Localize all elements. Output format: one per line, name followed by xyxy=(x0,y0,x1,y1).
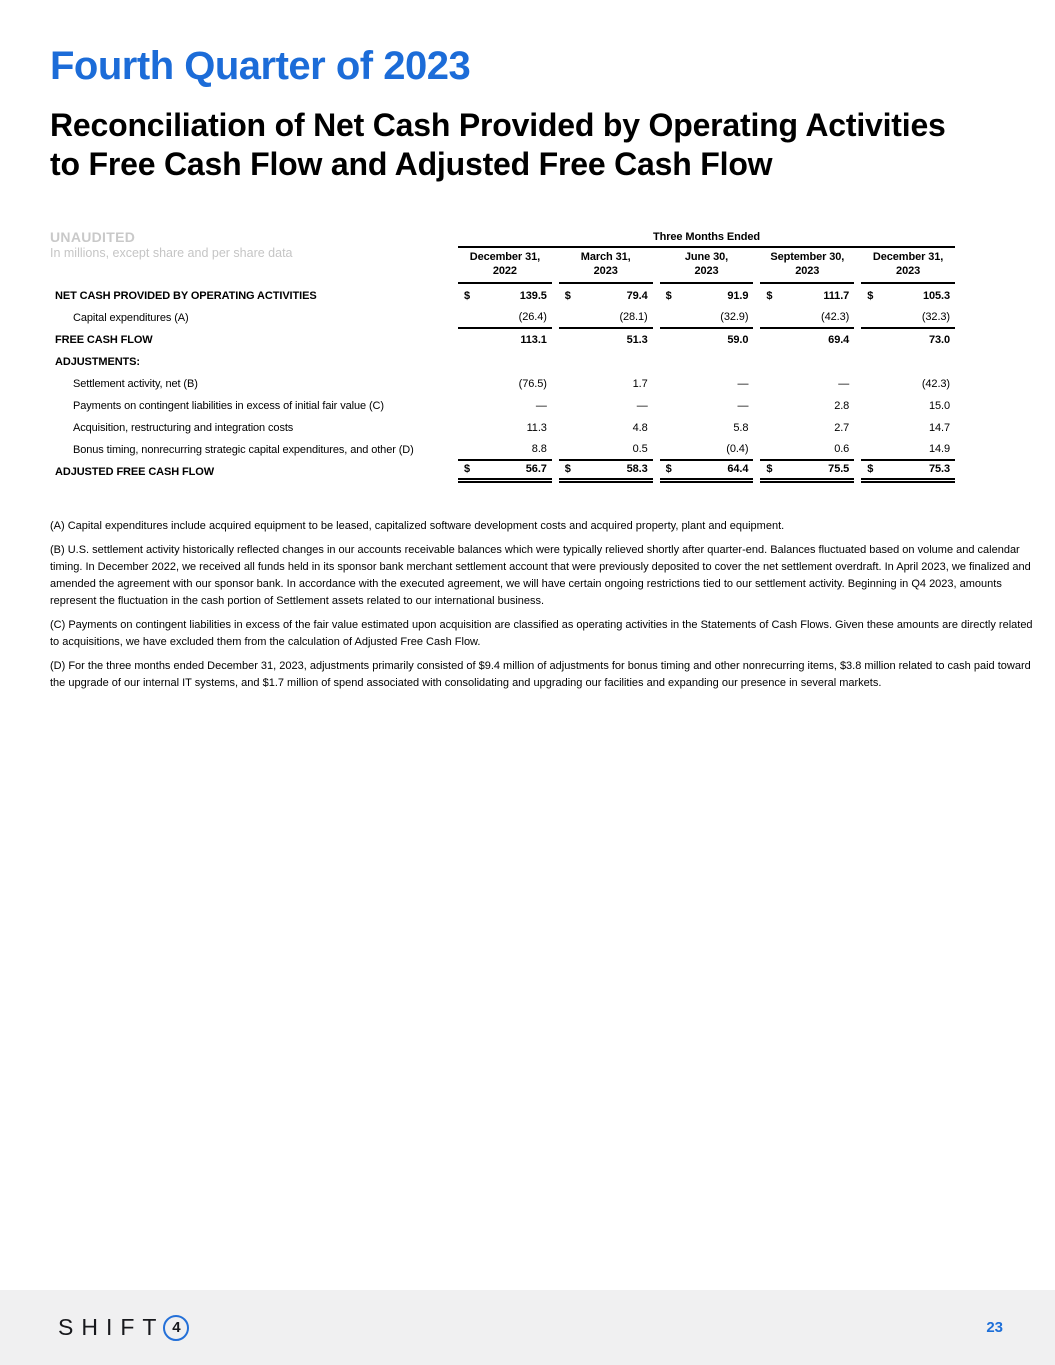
row-values xyxy=(458,373,955,395)
cell-value: 75.3 xyxy=(928,463,950,475)
dollar-sign: $ xyxy=(665,289,672,302)
cell-value: 14.9 xyxy=(928,442,950,455)
value-cell xyxy=(760,329,854,351)
value-cell xyxy=(559,439,653,461)
value-cell xyxy=(760,439,854,461)
column-headers xyxy=(458,249,955,284)
row-values xyxy=(458,461,955,483)
value-cell xyxy=(760,351,854,373)
dollar-sign: $ xyxy=(867,463,874,475)
value-cell xyxy=(861,351,955,373)
value-cell xyxy=(760,285,854,307)
value-cell xyxy=(458,461,552,483)
dollar-sign: $ xyxy=(766,463,773,475)
value-cell xyxy=(760,395,854,417)
cell-value: 111.7 xyxy=(823,289,850,302)
value-cell xyxy=(559,307,653,329)
value-cell xyxy=(861,329,955,351)
page-title: Reconciliation of Net Cash Provided by Operating Activities to Free Cash Flow and Adjusted Free Cash Flow xyxy=(50,107,946,183)
footer xyxy=(0,1290,1055,1365)
value-cell xyxy=(559,461,653,483)
row-label: Bonus timing, nonrecurring strategic capital expenditures, and other (D) xyxy=(73,443,414,456)
table-row-0 xyxy=(50,285,955,307)
value-cell xyxy=(760,461,854,483)
column-header-2: June 30, 2023 xyxy=(660,249,754,284)
cell-value: 59.0 xyxy=(727,333,749,346)
value-cell xyxy=(559,285,653,307)
dollar-sign: $ xyxy=(665,463,672,475)
cell-value: (42.3) xyxy=(921,377,950,390)
value-cell xyxy=(559,351,653,373)
logo-wordmark: SHIFT xyxy=(58,1314,165,1340)
footnote-c: (C) Payments on contingent liabilities in excess of the fair value estimated upon acquisition are classified as operating activities in the Statements of Cash Flows. Given these amounts are directly related to acquisitions, we have excluded them from the calculation of Adjusted Free Cash Flow. xyxy=(50,619,1033,649)
financial-table xyxy=(50,231,955,483)
cell-value: 1.7 xyxy=(632,377,648,390)
value-cell xyxy=(660,285,754,307)
value-cell xyxy=(458,285,552,307)
cell-value: 64.4 xyxy=(727,463,749,475)
cell-value: (42.3) xyxy=(821,310,850,323)
dollar-sign: $ xyxy=(867,289,874,302)
table-row-2 xyxy=(50,329,955,351)
value-cell xyxy=(458,395,552,417)
row-values xyxy=(458,439,955,461)
cell-value: 8.8 xyxy=(531,442,547,455)
dollar-sign: $ xyxy=(564,289,571,302)
cell-value: 56.7 xyxy=(525,463,547,475)
table-row-5 xyxy=(50,395,955,417)
cell-value: 2.8 xyxy=(834,399,850,412)
cell-value: 73.0 xyxy=(928,333,950,346)
value-cell xyxy=(458,439,552,461)
column-header-4: December 31, 2023 xyxy=(861,249,955,284)
value-cell xyxy=(660,439,754,461)
value-cell xyxy=(458,351,552,373)
cell-value: — xyxy=(737,399,749,412)
quarter-title: Fourth Quarter of 2023 xyxy=(50,44,471,88)
value-cell xyxy=(861,285,955,307)
value-cell xyxy=(458,373,552,395)
cell-value: 15.0 xyxy=(928,399,950,412)
value-cell xyxy=(458,307,552,329)
cell-value: 113.1 xyxy=(520,333,547,346)
logo-number: 4 xyxy=(172,1319,181,1336)
value-cell xyxy=(861,461,955,483)
row-values xyxy=(458,329,955,351)
cell-value: 51.3 xyxy=(626,333,648,346)
row-label: NET CASH PROVIDED BY OPERATING ACTIVITIES xyxy=(55,289,317,302)
value-cell xyxy=(760,373,854,395)
row-values xyxy=(458,351,955,373)
cell-value: (32.9) xyxy=(720,310,749,323)
value-cell xyxy=(660,373,754,395)
table-body xyxy=(50,285,955,483)
value-cell xyxy=(660,351,754,373)
value-cell xyxy=(660,395,754,417)
table-row-7 xyxy=(50,439,955,461)
value-cell xyxy=(559,395,653,417)
value-cell xyxy=(559,417,653,439)
cell-value: 14.7 xyxy=(928,421,950,434)
value-cell xyxy=(760,307,854,329)
cell-value: 2.7 xyxy=(834,421,850,434)
footnotes xyxy=(50,518,1035,699)
value-cell xyxy=(861,307,955,329)
dollar-sign: $ xyxy=(464,463,471,475)
cell-value: (0.4) xyxy=(726,442,749,455)
cell-value: 91.9 xyxy=(727,289,749,302)
cell-value: 139.5 xyxy=(519,289,547,302)
value-cell xyxy=(559,329,653,351)
cell-value: 0.6 xyxy=(834,442,850,455)
value-cell xyxy=(660,417,754,439)
logo-circle-4-icon xyxy=(163,1315,189,1341)
column-header-0: December 31, 2022 xyxy=(458,249,552,284)
value-cell xyxy=(861,417,955,439)
column-header-3: September 30, 2023 xyxy=(760,249,854,284)
cell-value: (76.5) xyxy=(518,377,547,390)
value-cell xyxy=(458,417,552,439)
unaudited-label: UNAUDITED xyxy=(50,229,136,245)
value-cell xyxy=(559,373,653,395)
cell-value: 75.5 xyxy=(828,463,850,475)
value-cell xyxy=(660,329,754,351)
cell-value: 105.3 xyxy=(922,289,950,302)
cell-value: — xyxy=(535,399,547,412)
value-cell xyxy=(861,373,955,395)
table-row-3 xyxy=(50,351,955,373)
shift4-logo xyxy=(58,1314,189,1341)
row-label: Payments on contingent liabilities in excess of initial fair value (C) xyxy=(73,399,384,412)
value-cell xyxy=(458,329,552,351)
dollar-sign: $ xyxy=(564,463,571,475)
period-header: Three Months Ended xyxy=(458,231,955,248)
cell-value: 4.8 xyxy=(632,421,648,434)
cell-value: 5.8 xyxy=(733,421,749,434)
column-header-1: March 31, 2023 xyxy=(559,249,653,284)
row-label: Settlement activity, net (B) xyxy=(73,377,198,390)
row-label: Capital expenditures (A) xyxy=(73,311,189,324)
footnote-d: (D) For the three months ended December 31, 2023, adjustments primarily consisted of $9.4 million of adjustments for bonus timing and other nonrecurring items, $3.8 million related to cash paid toward the upgrade of our internal IT systems, and $1.7 million of spend associated with consolidating and upgrading our facilities and expanding our presence in several markets. xyxy=(50,660,1031,690)
value-cell xyxy=(861,439,955,461)
row-values xyxy=(458,395,955,417)
value-cell xyxy=(660,307,754,329)
cell-value: — xyxy=(636,399,648,412)
row-label: ADJUSTMENTS: xyxy=(55,355,140,368)
table-row-6 xyxy=(50,417,955,439)
table-row-4 xyxy=(50,373,955,395)
cell-value: (26.4) xyxy=(518,310,547,323)
cell-value: — xyxy=(838,377,850,390)
row-values xyxy=(458,285,955,307)
cell-value: 79.4 xyxy=(626,289,648,302)
cell-value: (28.1) xyxy=(619,310,648,323)
cell-value: — xyxy=(737,377,749,390)
row-values xyxy=(458,307,955,329)
cell-value: 11.3 xyxy=(526,421,547,434)
value-cell xyxy=(760,417,854,439)
row-label: FREE CASH FLOW xyxy=(55,333,153,346)
footnote-b: (B) U.S. settlement activity historically reflected changes in our accounts receivable balances which were typically relieved shortly after quarter-end. Balances fluctuated based on volume and calendar timing. In December 2022, we received all funds held in its sponsor bank merchant settlement account that were previously deposited to cover the net settlement overdraft. In April 2023, we finalized and amended the agreement with our sponsor bank. In accordance with the executed agreement, we will have certain ongoing restrictions tied to our settlement activity. Beginning in Q4 2023, amounts represent the fluctuation in the cash portion of Settlement assets related to our international business. xyxy=(50,544,1031,608)
table-header xyxy=(50,231,955,284)
table-row-8 xyxy=(50,461,955,483)
label-column-spacer xyxy=(50,231,458,284)
dollar-sign: $ xyxy=(464,289,471,302)
footnote-a: (A) Capital expenditures include acquired equipment to be leased, capitalized software development costs and acquired property, plant and equipment. xyxy=(50,520,785,532)
cell-value: 69.4 xyxy=(828,333,850,346)
value-cell xyxy=(861,395,955,417)
cell-value: 0.5 xyxy=(632,442,648,455)
row-label: ADJUSTED FREE CASH FLOW xyxy=(55,465,215,478)
row-values xyxy=(458,417,955,439)
value-cell xyxy=(660,461,754,483)
dollar-sign: $ xyxy=(766,289,773,302)
period-area xyxy=(458,231,955,284)
cell-value: 58.3 xyxy=(626,463,648,475)
units-note: In millions, except share and per share data xyxy=(50,246,293,260)
table-row-1 xyxy=(50,307,955,329)
row-label: Acquisition, restructuring and integration costs xyxy=(73,421,294,434)
page-number: 23 xyxy=(986,1319,1003,1336)
cell-value: (32.3) xyxy=(921,310,950,323)
